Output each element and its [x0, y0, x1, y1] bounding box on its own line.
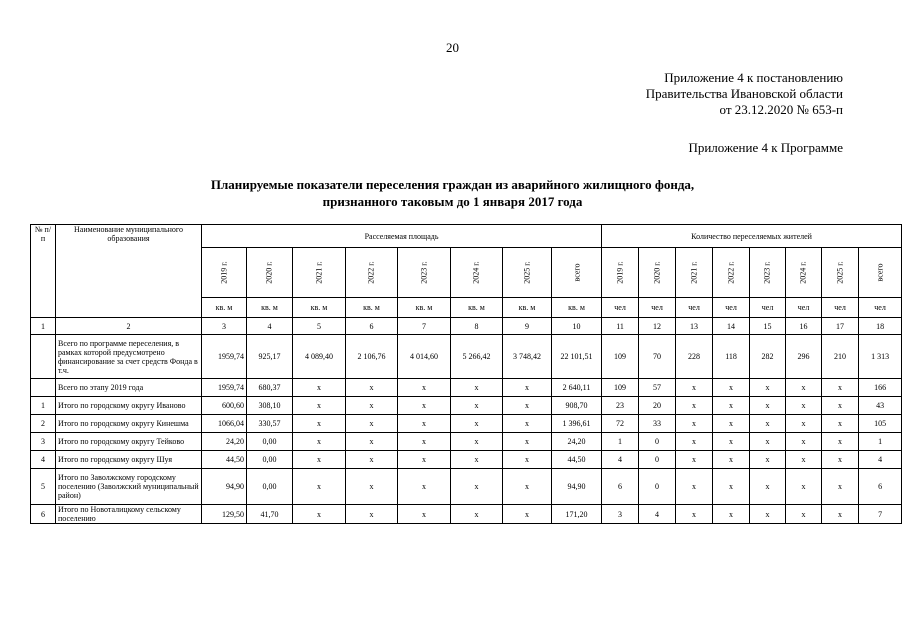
table-row	[31, 415, 902, 433]
year-label: 2020 г.	[652, 261, 662, 284]
row-number	[31, 379, 56, 397]
row-value: 105	[859, 415, 902, 433]
row-value: х	[503, 451, 552, 469]
area-year-header	[552, 248, 602, 298]
unit-label: чел	[713, 298, 750, 318]
area-year-header	[202, 248, 247, 298]
row-value: 600,60	[202, 397, 247, 415]
row-value: 1 313	[859, 335, 902, 379]
unit-label: чел	[676, 298, 713, 318]
row-value: 4 089,40	[293, 335, 346, 379]
row-value: х	[750, 505, 786, 524]
column-number: 16	[786, 318, 822, 335]
row-municipality: Всего по программе переселения, в рамках которой предусмотрено финансирование за счет средств Фонда в т.ч.	[56, 335, 202, 379]
appendix-line-2: Правительства Ивановской области	[645, 86, 843, 101]
column-number: 14	[713, 318, 750, 335]
row-value: 5 266,42	[451, 335, 503, 379]
unit-label: чел	[859, 298, 902, 318]
area-year-header	[503, 248, 552, 298]
row-value: х	[503, 397, 552, 415]
row-municipality: Итого по городскому округу Шуя	[56, 451, 202, 469]
row-value: 33	[639, 415, 676, 433]
area-year-header	[451, 248, 503, 298]
year-label: 2019 г.	[219, 261, 229, 284]
row-value: х	[293, 451, 346, 469]
row-value: х	[293, 379, 346, 397]
row-value: 94,90	[552, 469, 602, 505]
row-value: 0,00	[247, 433, 293, 451]
year-label: 2024 г.	[471, 261, 481, 284]
column-number: 12	[639, 318, 676, 335]
unit-label: чел	[750, 298, 786, 318]
table-row	[31, 469, 902, 505]
row-value: 908,70	[552, 397, 602, 415]
header-area: Расселяемая площадь	[202, 225, 602, 248]
row-value: 3 748,42	[503, 335, 552, 379]
year-label: всего	[572, 263, 582, 282]
table-row	[31, 505, 902, 524]
row-value: х	[503, 379, 552, 397]
row-value: 1	[602, 433, 639, 451]
row-value: 22 101,51	[552, 335, 602, 379]
table-row	[31, 379, 902, 397]
unit-label: кв. м	[451, 298, 503, 318]
row-value: 24,20	[202, 433, 247, 451]
column-number: 18	[859, 318, 902, 335]
row-value: 171,20	[552, 505, 602, 524]
row-value: 44,50	[202, 451, 247, 469]
row-value: х	[398, 451, 451, 469]
row-number: 5	[31, 469, 56, 505]
row-value: х	[451, 433, 503, 451]
column-number: 9	[503, 318, 552, 335]
row-value: 109	[602, 335, 639, 379]
row-value: х	[503, 469, 552, 505]
unit-label: чел	[786, 298, 822, 318]
row-value: х	[676, 451, 713, 469]
appendix-line-3: от 23.12.2020 № 653-п	[719, 102, 843, 117]
people-year-header	[822, 248, 859, 298]
row-value: 166	[859, 379, 902, 397]
row-value: х	[676, 469, 713, 505]
row-value: х	[786, 451, 822, 469]
row-value: 20	[639, 397, 676, 415]
row-value: 70	[639, 335, 676, 379]
row-value: х	[451, 397, 503, 415]
row-value: 44,50	[552, 451, 602, 469]
header-row-column-numbers	[31, 318, 902, 335]
row-value: 296	[786, 335, 822, 379]
row-value: х	[750, 469, 786, 505]
row-value: х	[293, 433, 346, 451]
row-value: х	[786, 379, 822, 397]
row-value: 23	[602, 397, 639, 415]
row-value: 3	[602, 505, 639, 524]
row-value: 282	[750, 335, 786, 379]
row-value: х	[713, 433, 750, 451]
page-number: 20	[446, 40, 459, 55]
unit-label: чел	[639, 298, 676, 318]
row-value: 0	[639, 433, 676, 451]
year-label: 2024 г.	[799, 261, 809, 284]
people-year-header	[713, 248, 750, 298]
row-value: 118	[713, 335, 750, 379]
row-value: 4 014,60	[398, 335, 451, 379]
row-number: 6	[31, 505, 56, 524]
row-municipality: Итого по городскому округу Тейково	[56, 433, 202, 451]
column-number: 6	[346, 318, 398, 335]
row-value: х	[676, 379, 713, 397]
row-value: 4	[602, 451, 639, 469]
column-number: 13	[676, 318, 713, 335]
people-year-header	[639, 248, 676, 298]
column-number: 15	[750, 318, 786, 335]
table-row	[31, 397, 902, 415]
row-value: 72	[602, 415, 639, 433]
row-value: х	[676, 433, 713, 451]
table-row	[31, 433, 902, 451]
year-label: 2022 г.	[366, 261, 376, 284]
row-value: х	[750, 451, 786, 469]
row-value: 1 396,61	[552, 415, 602, 433]
column-number: 7	[398, 318, 451, 335]
row-value: х	[346, 505, 398, 524]
unit-label: кв. м	[398, 298, 451, 318]
area-year-header	[293, 248, 346, 298]
row-value: х	[346, 415, 398, 433]
row-value: 0,00	[247, 451, 293, 469]
row-value: х	[713, 505, 750, 524]
row-value: 7	[859, 505, 902, 524]
unit-label: кв. м	[247, 298, 293, 318]
unit-label: чел	[822, 298, 859, 318]
people-year-header	[602, 248, 639, 298]
row-municipality: Итого по городскому округу Кинешма	[56, 415, 202, 433]
column-number: 4	[247, 318, 293, 335]
unit-label: кв. м	[293, 298, 346, 318]
row-value: 1959,74	[202, 335, 247, 379]
row-value: х	[451, 451, 503, 469]
row-value: х	[346, 433, 398, 451]
row-value: х	[503, 505, 552, 524]
row-value: х	[398, 397, 451, 415]
row-value: х	[676, 397, 713, 415]
row-value: х	[346, 379, 398, 397]
row-value: 57	[639, 379, 676, 397]
row-value: х	[676, 505, 713, 524]
year-label: 2025 г.	[835, 261, 845, 284]
row-value: х	[451, 415, 503, 433]
row-value: 1959,74	[202, 379, 247, 397]
row-value: х	[293, 397, 346, 415]
row-value: 0	[639, 469, 676, 505]
area-year-header	[398, 248, 451, 298]
year-label: 2020 г.	[264, 261, 274, 284]
unit-label: кв. м	[202, 298, 247, 318]
unit-label: кв. м	[503, 298, 552, 318]
row-value: х	[398, 469, 451, 505]
row-value: 228	[676, 335, 713, 379]
row-value: х	[822, 397, 859, 415]
column-number: 8	[451, 318, 503, 335]
year-label: 2019 г.	[615, 261, 625, 284]
row-value: 94,90	[202, 469, 247, 505]
row-number: 4	[31, 451, 56, 469]
row-value: 1066,04	[202, 415, 247, 433]
row-value: х	[398, 379, 451, 397]
row-value: х	[822, 469, 859, 505]
row-value: х	[822, 415, 859, 433]
people-year-header	[676, 248, 713, 298]
row-value: 2 640,11	[552, 379, 602, 397]
row-municipality: Всего по этапу 2019 года	[56, 379, 202, 397]
unit-label: чел	[602, 298, 639, 318]
table-row	[31, 335, 902, 379]
people-year-header	[786, 248, 822, 298]
column-number: 3	[202, 318, 247, 335]
row-value: х	[786, 415, 822, 433]
header-people: Количество переселяемых жителей	[602, 225, 902, 248]
title-line-2: признанного таковым до 1 января 2017 года	[322, 194, 583, 209]
row-value: х	[451, 379, 503, 397]
row-value: х	[713, 415, 750, 433]
appendix-line-1: Приложение 4 к постановлению	[664, 70, 843, 85]
row-number: 2	[31, 415, 56, 433]
column-number: 2	[56, 318, 202, 335]
row-value: х	[822, 451, 859, 469]
year-label: 2023 г.	[763, 261, 773, 284]
row-value: х	[676, 415, 713, 433]
row-value: 680,37	[247, 379, 293, 397]
row-municipality: Итого по Заволжскому городскому поселению (Заволжский муниципальный район)	[56, 469, 202, 505]
row-value: х	[713, 379, 750, 397]
row-value: х	[822, 505, 859, 524]
row-value: х	[786, 505, 822, 524]
row-municipality: Итого по городскому округу Иваново	[56, 397, 202, 415]
people-year-header	[859, 248, 902, 298]
row-value: х	[346, 451, 398, 469]
resettlement-table	[30, 224, 902, 524]
row-value: 4	[859, 451, 902, 469]
row-value: х	[713, 469, 750, 505]
row-value: 0	[639, 451, 676, 469]
column-number: 5	[293, 318, 346, 335]
row-value: х	[293, 415, 346, 433]
row-value: х	[786, 469, 822, 505]
row-value: 6	[602, 469, 639, 505]
unit-label: кв. м	[552, 298, 602, 318]
unit-label: кв. м	[346, 298, 398, 318]
row-value: х	[451, 469, 503, 505]
row-value: х	[398, 505, 451, 524]
row-value: х	[750, 415, 786, 433]
people-year-header	[750, 248, 786, 298]
row-value: 109	[602, 379, 639, 397]
row-value: х	[346, 469, 398, 505]
area-year-header	[247, 248, 293, 298]
column-number: 10	[552, 318, 602, 335]
row-value: х	[293, 469, 346, 505]
row-value: 4	[639, 505, 676, 524]
row-value: 6	[859, 469, 902, 505]
row-value: х	[346, 397, 398, 415]
row-number: 3	[31, 433, 56, 451]
header-municipality: Наименование муниципального образования	[56, 225, 202, 318]
column-number: 17	[822, 318, 859, 335]
row-value: х	[822, 379, 859, 397]
row-municipality: Итого по Новоталицкому сельскому поселению	[56, 505, 202, 524]
year-label: 2021 г.	[689, 261, 699, 284]
row-value: 43	[859, 397, 902, 415]
row-value: х	[786, 433, 822, 451]
row-value: 24,20	[552, 433, 602, 451]
appendix-program: Приложение 4 к Программе	[688, 140, 843, 155]
row-value: х	[451, 505, 503, 524]
header-row-groups	[31, 225, 902, 248]
row-value: 0,00	[247, 469, 293, 505]
row-value: х	[750, 397, 786, 415]
appendix-header	[646, 70, 843, 118]
row-value: х	[293, 505, 346, 524]
title-line-1: Планируемые показатели переселения граждан из аварийного жилищного фонда,	[210, 177, 695, 192]
row-value: х	[713, 451, 750, 469]
row-value: х	[503, 415, 552, 433]
row-value: 330,57	[247, 415, 293, 433]
area-year-header	[346, 248, 398, 298]
row-value: 210	[822, 335, 859, 379]
row-value: х	[503, 433, 552, 451]
row-value: х	[786, 397, 822, 415]
row-value: 925,17	[247, 335, 293, 379]
row-number	[31, 335, 56, 379]
year-label: 2025 г.	[522, 261, 532, 284]
year-label: 2022 г.	[726, 261, 736, 284]
row-value: 41,70	[247, 505, 293, 524]
year-label: всего	[875, 263, 885, 282]
row-value: х	[398, 433, 451, 451]
row-value: 2 106,76	[346, 335, 398, 379]
row-value: х	[398, 415, 451, 433]
row-value: х	[750, 433, 786, 451]
year-label: 2021 г.	[314, 261, 324, 284]
row-value: 308,10	[247, 397, 293, 415]
column-number: 11	[602, 318, 639, 335]
row-number: 1	[31, 397, 56, 415]
row-value: 129,50	[202, 505, 247, 524]
row-value: 1	[859, 433, 902, 451]
row-value: х	[822, 433, 859, 451]
row-value: х	[750, 379, 786, 397]
table-row	[31, 451, 902, 469]
document-title	[0, 176, 905, 210]
row-value: х	[713, 397, 750, 415]
year-label: 2023 г.	[419, 261, 429, 284]
header-number: № п/п	[31, 225, 56, 318]
column-number: 1	[31, 318, 56, 335]
